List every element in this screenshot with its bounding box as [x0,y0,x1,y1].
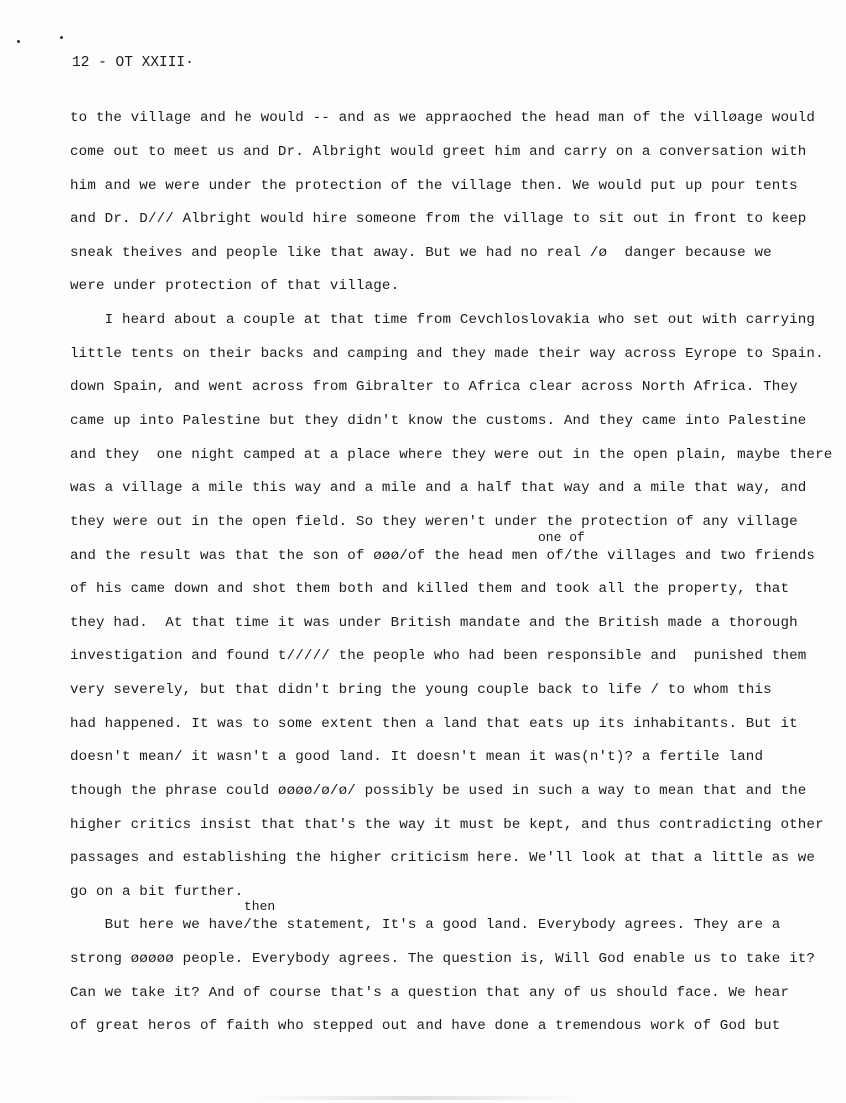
text-line: down Spain, and went across from Gibralter to Africa clear across North Africa. They [70,379,798,395]
punch-mark [17,40,20,43]
text-line: of great heros of faith who stepped out and have done a tremendous work of God but [70,1018,781,1034]
text-line: him and we were under the protection of the village then. We would put up pour tents [70,178,798,194]
text-line: they were out in the open field. So they weren't under the protection of any village [70,514,798,530]
text-line: very severely, but that didn't bring the young couple back to life / to whom this [70,682,772,698]
punch-mark [60,36,63,39]
text-line: doesn't mean/ it wasn't a good land. It doesn't mean it was(n't)? a fertile land [70,749,764,765]
text-line: was a village a mile this way and a mile and a half that way and a mile that way, and [70,480,807,496]
text-line: sneak theives and people like that away. But we had no real /ø danger because we [70,245,772,261]
text-line: to the village and he would -- and as we appraoched the head man of the villøage would [70,110,816,126]
scan-smudge [250,1096,580,1100]
text-line: I heard about a couple at that time from Cevchloslovakia who set out with carrying [70,312,816,328]
text-line: But here we have/the statement, It's a good land. Everybody agrees. They are a [70,917,781,933]
handwritten-insert: one of [538,530,585,545]
page-header: 12 - OT XXIII· [72,55,194,71]
text-line: passages and establishing the higher criticism here. We'll look at that a little as we [70,850,816,866]
text-line: go on a bit further. [70,884,244,900]
text-line: came up into Palestine but they didn't know the customs. And they came into Palestine [70,413,807,429]
text-line: Can we take it? And of course that's a question that any of us should face. We hear [70,985,790,1001]
text-line: though the phrase could øøøø/ø/ø/ possibly be used in such a way to mean that and the [70,783,807,799]
text-line: little tents on their backs and camping and they made their way across Eyrope to Spain. [70,346,824,362]
text-line: and they one night camped at a place where they were out in the open plain, maybe there [70,447,833,463]
text-line: and the result was that the son of øøø/of the head men of/the villages and two friends [70,548,816,564]
text-line: higher critics insist that that's the way it must be kept, and thus contradicting other [70,817,824,833]
text-line: strong øøøøø people. Everybody agrees. The question is, Will God enable us to take it? [70,951,816,967]
text-line: were under protection of that village. [70,278,400,294]
text-line: investigation and found t///// the people who had been responsible and punished them [70,648,807,664]
text-line: of his came down and shot them both and killed them and took all the property, that [70,581,790,597]
text-line: and Dr. D/// Albright would hire someone from the village to sit out in front to keep [70,211,807,227]
handwritten-insert: then [244,899,276,914]
text-line: come out to meet us and Dr. Albright would greet him and carry on a conversation with [70,144,807,160]
text-line: they had. At that time it was under British mandate and the British made a thorough [70,615,798,631]
text-line: had happened. It was to some extent then a land that eats up its inhabitants. But it [70,716,798,732]
